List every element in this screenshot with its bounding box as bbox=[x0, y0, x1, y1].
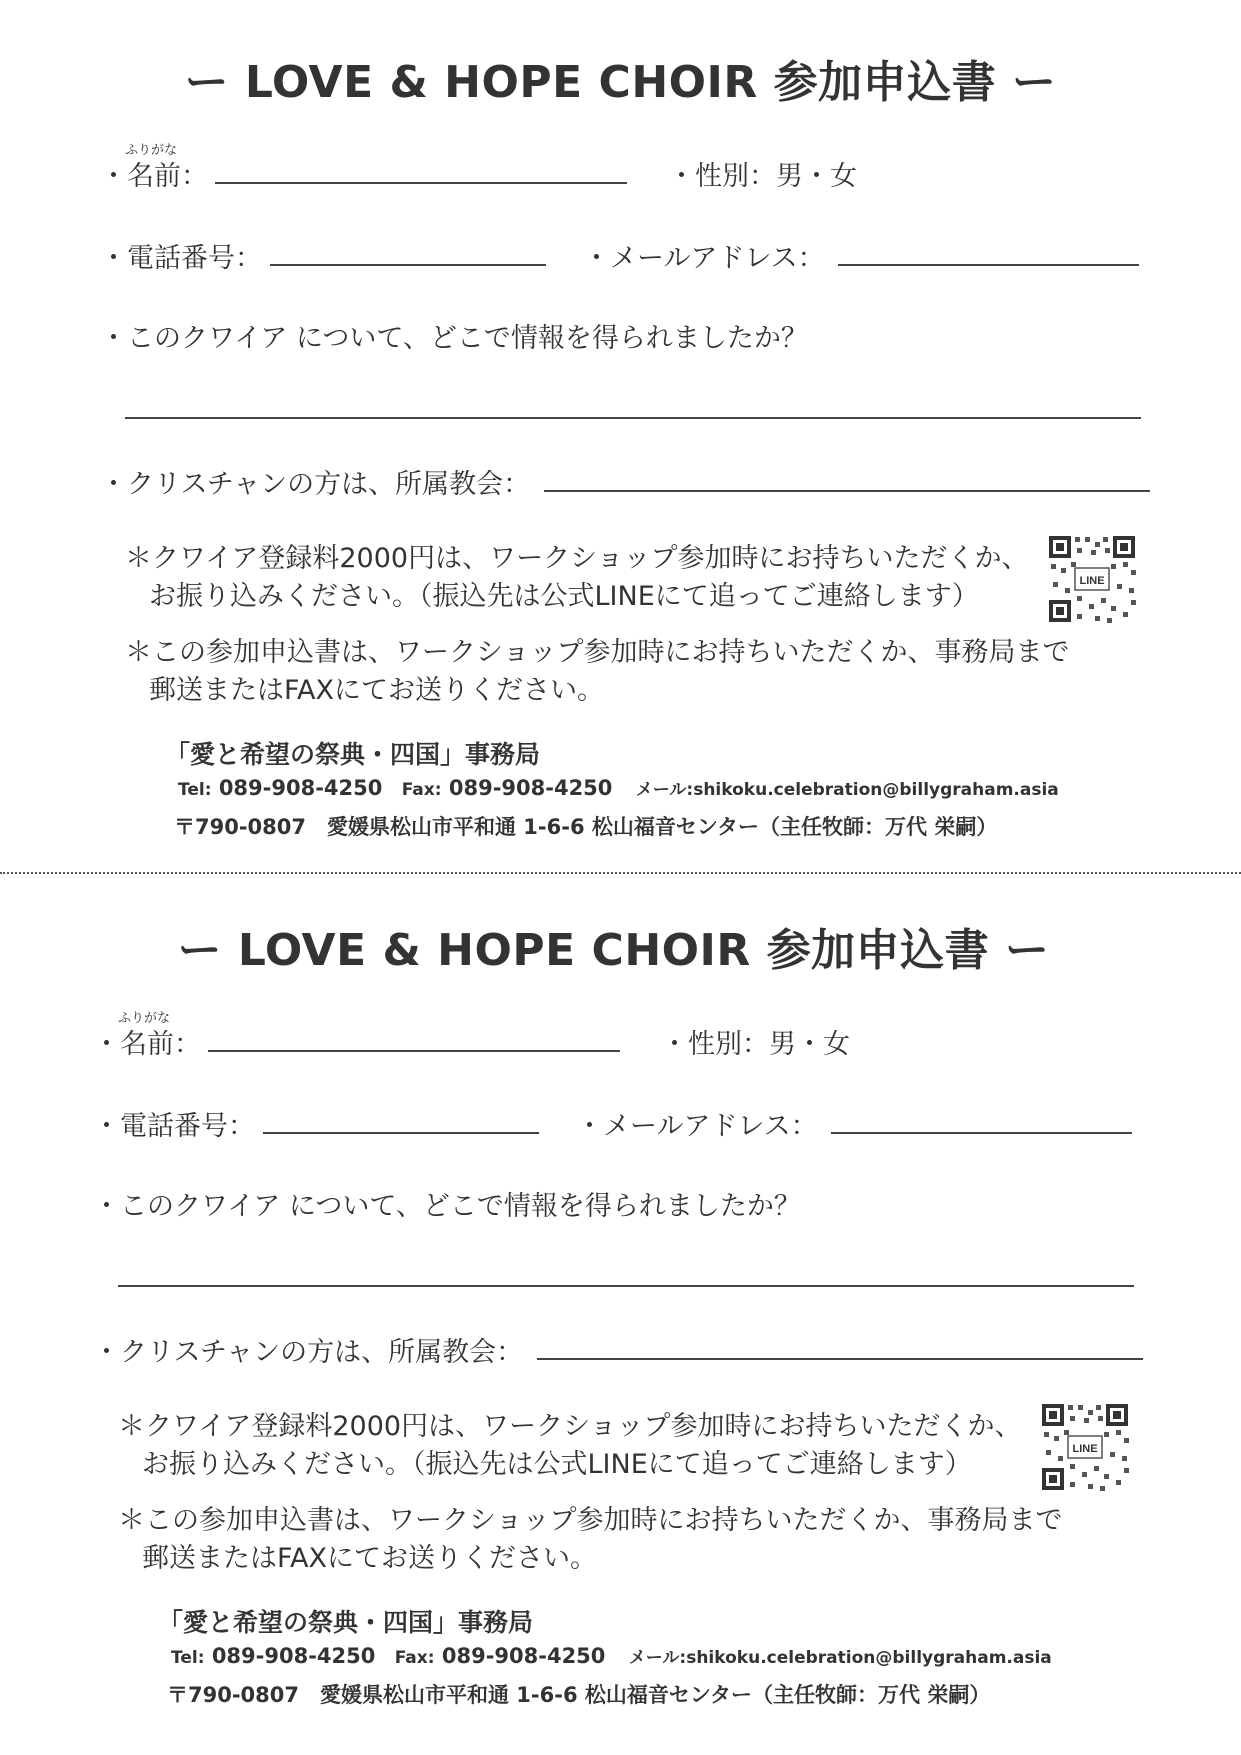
source-question: ・このクワイア について、どこで情報を得られましたか？ bbox=[100, 323, 808, 354]
name-field[interactable] bbox=[208, 1050, 620, 1052]
form-title: ー LOVE & HOPE CHOIR 参加申込書 ー bbox=[177, 925, 1050, 976]
fee-note bbox=[125, 540, 1029, 616]
email-field[interactable] bbox=[838, 264, 1139, 266]
email-label: ・メールアドレス： bbox=[583, 243, 825, 274]
tel-label: Tel: bbox=[178, 780, 212, 800]
email-label: ・メールアドレス： bbox=[576, 1111, 818, 1142]
name-label: ・名前： bbox=[100, 161, 208, 192]
submission-note-line1: ＊この参加申込書は、ワークショップ参加時にお持ちいただくか、事務局まで bbox=[118, 1505, 1063, 1536]
source-question: ・このクワイア について、どこで情報を得られましたか？ bbox=[93, 1191, 801, 1222]
office-name: 「愛と希望の祭典・四国」事務局 bbox=[165, 740, 541, 769]
fax-label: Fax: bbox=[394, 1648, 435, 1668]
church-label: ・クリスチャンの方は、所属教会： bbox=[93, 1337, 524, 1368]
tel-number: 089-908-4250 bbox=[218, 776, 383, 800]
furigana-label: ふりがな bbox=[125, 143, 178, 158]
line-qr-code-icon bbox=[1040, 1402, 1130, 1492]
office-contact bbox=[178, 775, 1059, 800]
name-field[interactable] bbox=[215, 182, 627, 184]
mail-address: shikoku.celebration@billygraham.asia bbox=[686, 1648, 1052, 1668]
mail-label: メール: bbox=[628, 1648, 687, 1668]
fee-note-line2: お振り込みください。（振込先は公式LINEにて追ってご連絡します） bbox=[142, 1449, 972, 1480]
svg-text:LINE: LINE bbox=[1079, 575, 1105, 587]
mail-label: メール: bbox=[635, 780, 694, 800]
svg-text:LINE: LINE bbox=[1072, 1443, 1098, 1455]
furigana-label: ふりがな bbox=[118, 1011, 171, 1026]
application-form-top bbox=[0, 0, 1241, 870]
submission-note-line2: 郵送またはFAXにてお送りください。 bbox=[142, 1543, 598, 1574]
submission-note-line2: 郵送またはFAXにてお送りください。 bbox=[149, 675, 605, 706]
office-contact bbox=[171, 1643, 1052, 1668]
fee-note-line1: ＊クワイア登録料2000円は、ワークショップ参加時にお持ちいただくか、 bbox=[125, 543, 1029, 574]
email-field[interactable] bbox=[831, 1132, 1132, 1134]
office-address: 〒790-0807 愛媛県松山市平和通 1-6-6 松山福音センター（主任牧師：万代 栄嗣） bbox=[174, 815, 998, 839]
office-name: 「愛と希望の祭典・四国」事務局 bbox=[158, 1608, 534, 1637]
line-qr-code-icon bbox=[1047, 534, 1137, 624]
church-field[interactable] bbox=[544, 490, 1150, 492]
fee-note bbox=[118, 1408, 1022, 1484]
gender-label[interactable]: ・性別：男・女 bbox=[668, 161, 857, 192]
fee-note-line1: ＊クワイア登録料2000円は、ワークショップ参加時にお持ちいただくか、 bbox=[118, 1411, 1022, 1442]
fax-label: Fax: bbox=[401, 780, 442, 800]
phone-label: ・電話番号： bbox=[93, 1111, 255, 1142]
fee-note-line2: お振り込みください。（振込先は公式LINEにて追ってご連絡します） bbox=[149, 581, 979, 612]
phone-field[interactable] bbox=[270, 264, 546, 266]
tel-number: 089-908-4250 bbox=[211, 1644, 376, 1668]
name-label: ・名前： bbox=[93, 1029, 201, 1060]
gender-label[interactable]: ・性別：男・女 bbox=[661, 1029, 850, 1060]
tel-label: Tel: bbox=[171, 1648, 205, 1668]
church-label: ・クリスチャンの方は、所属教会： bbox=[100, 469, 531, 500]
phone-field[interactable] bbox=[263, 1132, 539, 1134]
mail-address: shikoku.celebration@billygraham.asia bbox=[693, 780, 1059, 800]
fax-number: 089-908-4250 bbox=[448, 776, 613, 800]
source-answer-field[interactable] bbox=[118, 1285, 1134, 1287]
submission-note-line1: ＊この参加申込書は、ワークショップ参加時にお持ちいただくか、事務局まで bbox=[125, 637, 1070, 668]
submission-note bbox=[125, 634, 1069, 710]
phone-label: ・電話番号： bbox=[100, 243, 262, 274]
church-field[interactable] bbox=[537, 1358, 1143, 1360]
fax-number: 089-908-4250 bbox=[441, 1644, 606, 1668]
source-answer-field[interactable] bbox=[125, 417, 1141, 419]
form-title: ー LOVE & HOPE CHOIR 参加申込書 ー bbox=[184, 57, 1057, 108]
submission-note bbox=[118, 1502, 1062, 1578]
office-address: 〒790-0807 愛媛県松山市平和通 1-6-6 松山福音センター（主任牧師：万代 栄嗣） bbox=[167, 1683, 991, 1707]
application-form-bottom bbox=[0, 868, 1241, 1738]
